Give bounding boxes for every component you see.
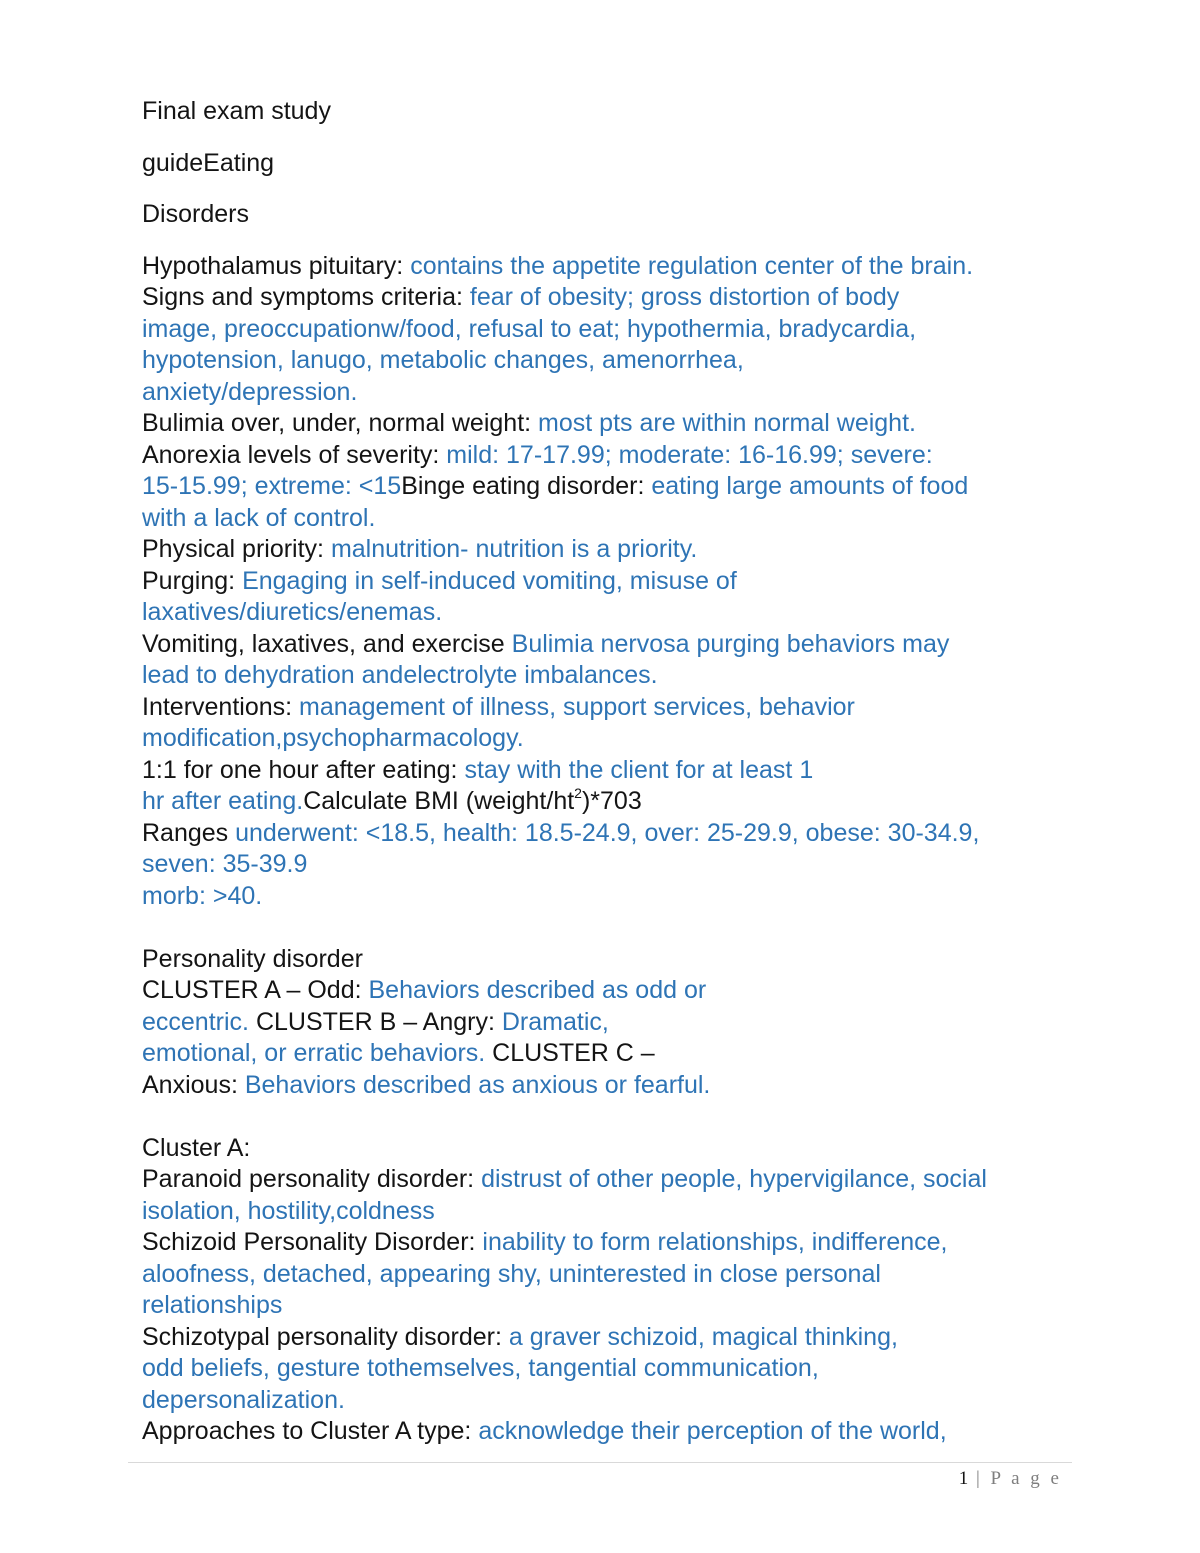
term-text: Vomiting, laxatives, and exercise bbox=[142, 629, 512, 658]
answer-text: management of illness, support services, behavior bbox=[299, 692, 855, 721]
answer-text: a graver schizoid, magical thinking, bbox=[508, 1322, 898, 1351]
answer-text: eating large amounts of food bbox=[651, 472, 969, 500]
answer-text: Behaviors described as anxious or fearful. bbox=[244, 1070, 711, 1099]
answer-text: malnutrition- nutrition is a priority. bbox=[330, 535, 698, 563]
term-text: Cluster A: bbox=[142, 1133, 251, 1162]
text-line bbox=[142, 975, 1082, 1007]
answer-text: Engaging in self-induced vomiting, misuse of bbox=[242, 566, 737, 595]
paragraph-gap bbox=[142, 1101, 1082, 1133]
page-number: 1 bbox=[958, 1468, 969, 1489]
document-body bbox=[142, 96, 1082, 1448]
answer-text: distrust of other people, hypervigilance, social bbox=[481, 1165, 987, 1193]
text-line bbox=[142, 566, 1082, 598]
answer-text: underwent: <18.5, health: 18.5-24.9, over: 25-29.9, obese: 30-34.9, bbox=[235, 818, 980, 847]
answer-text: isolation, hostility,coldness bbox=[142, 1196, 435, 1225]
answer-text: anxiety/depression. bbox=[142, 377, 358, 406]
term-text: Personality disorder bbox=[142, 944, 363, 973]
term-text: Approaches to Cluster A type: bbox=[142, 1417, 479, 1445]
term-text: CLUSTER C – bbox=[492, 1039, 655, 1067]
term-text: Binge eating disorder: bbox=[401, 472, 652, 500]
text-line bbox=[142, 629, 1082, 661]
answer-text: with a lack of control. bbox=[142, 503, 376, 532]
term-text: Paranoid personality disorder: bbox=[142, 1165, 482, 1193]
text-line bbox=[142, 1416, 1082, 1448]
answer-text: odd beliefs, gesture tothemselves, tangential communication, bbox=[142, 1354, 819, 1382]
text-line bbox=[142, 1196, 1082, 1228]
answer-text: seven: 35-39.9 bbox=[142, 850, 308, 878]
text-line bbox=[142, 692, 1082, 724]
text-line bbox=[142, 345, 1082, 377]
text-line bbox=[142, 944, 1082, 976]
answer-text: fear of obesity; gross distortion of body bbox=[469, 283, 900, 311]
text-line bbox=[142, 1164, 1082, 1196]
answer-text: emotional, or erratic behaviors. bbox=[142, 1039, 493, 1067]
answer-text: hypotension, lanugo, metabolic changes, amenorrhea, bbox=[142, 346, 744, 374]
text-line bbox=[142, 755, 1082, 787]
page-label: P a g e bbox=[990, 1468, 1062, 1489]
title-line-3: Disorders bbox=[142, 200, 249, 228]
text-line bbox=[142, 1070, 1082, 1102]
answer-text: mild: 17-17.99; moderate: 16-16.99; severe: bbox=[446, 440, 933, 469]
paragraph-gap bbox=[142, 912, 1082, 944]
text-line bbox=[142, 1007, 1082, 1039]
text-line bbox=[142, 377, 1082, 409]
text-line bbox=[142, 1290, 1082, 1322]
body-lines bbox=[142, 251, 1082, 1448]
term-text: CLUSTER B – Angry: bbox=[255, 1007, 502, 1036]
term-text: Bulimia over, under, normal weight: bbox=[142, 409, 539, 437]
answer-text: lead to dehydration andelectrolyte imbalances. bbox=[142, 661, 658, 689]
term-text: Schizoid Personality Disorder: bbox=[142, 1228, 483, 1256]
text-line bbox=[142, 1322, 1082, 1354]
text-line bbox=[142, 1227, 1082, 1259]
text-line bbox=[142, 1353, 1082, 1385]
text-line bbox=[142, 660, 1082, 692]
text-line bbox=[142, 1385, 1082, 1417]
text-line bbox=[142, 503, 1082, 535]
answer-text: eccentric. bbox=[142, 1007, 256, 1036]
footer-separator: | bbox=[968, 1468, 991, 1489]
term-text: 1:1 for one hour after eating: bbox=[142, 755, 465, 784]
text-line bbox=[142, 881, 1082, 913]
text-line bbox=[142, 408, 1082, 440]
answer-text: relationships bbox=[142, 1291, 283, 1319]
text-line bbox=[142, 1259, 1082, 1291]
answer-text: contains the appetite regulation center of the brain. bbox=[410, 251, 974, 280]
answer-text: Behaviors described as odd or bbox=[368, 976, 707, 1004]
term-text: Anxious: bbox=[142, 1070, 245, 1099]
text-line bbox=[142, 597, 1082, 629]
text-line bbox=[142, 471, 1082, 503]
text-line bbox=[142, 282, 1082, 314]
term-text: Anorexia levels of severity: bbox=[142, 440, 447, 469]
page-footer bbox=[959, 1468, 1062, 1490]
term-text: Physical priority: bbox=[142, 535, 331, 563]
answer-text: Dramatic, bbox=[501, 1007, 609, 1036]
answer-text: acknowledge their perception of the world, bbox=[478, 1417, 947, 1445]
term-text: Hypothalamus pituitary: bbox=[142, 251, 411, 280]
text-line bbox=[142, 251, 1082, 283]
answer-text: 15-15.99; extreme: <15 bbox=[142, 472, 402, 500]
text-line bbox=[142, 1038, 1082, 1070]
answer-text: depersonalization. bbox=[142, 1385, 345, 1414]
term-text: Purging: bbox=[142, 566, 243, 595]
title-line-1: Final exam study bbox=[142, 97, 331, 125]
text-line bbox=[142, 534, 1082, 566]
superscript: 2 bbox=[574, 784, 582, 801]
term-text: CLUSTER A – Odd: bbox=[142, 976, 369, 1004]
answer-text: most pts are within normal weight. bbox=[538, 409, 916, 437]
answer-text: aloofness, detached, appearing shy, uninterested in close personal bbox=[142, 1259, 881, 1288]
term-text: Schizotypal personality disorder: bbox=[142, 1322, 509, 1351]
text-line bbox=[142, 314, 1082, 346]
term-text: Calculate BMI (weight/ht bbox=[303, 787, 575, 815]
answer-text: stay with the client for at least 1 bbox=[464, 755, 814, 784]
answer-text: laxatives/diuretics/enemas. bbox=[142, 598, 443, 626]
text-line bbox=[142, 1133, 1082, 1165]
text-line bbox=[142, 723, 1082, 755]
answer-text: Bulimia nervosa purging behaviors may bbox=[511, 629, 950, 658]
text-line bbox=[142, 818, 1082, 850]
answer-text: modification,psychopharmacology. bbox=[142, 724, 524, 752]
answer-text: morb: >40. bbox=[142, 881, 263, 910]
answer-text: hr after eating. bbox=[142, 787, 304, 815]
text-line bbox=[142, 786, 1082, 818]
text-line bbox=[142, 849, 1082, 881]
text-line bbox=[142, 440, 1082, 472]
term-text: Interventions: bbox=[142, 692, 300, 721]
term-text: Signs and symptoms criteria: bbox=[142, 283, 470, 311]
answer-text: image, preoccupationw/food, refusal to eat; hypothermia, bradycardia, bbox=[142, 314, 917, 343]
footer-divider bbox=[128, 1462, 1072, 1463]
term-text: Ranges bbox=[142, 818, 236, 847]
term-text: )*703 bbox=[581, 787, 642, 815]
title-line-2: guideEating bbox=[142, 148, 275, 177]
answer-text: inability to form relationships, indifference, bbox=[482, 1228, 948, 1256]
